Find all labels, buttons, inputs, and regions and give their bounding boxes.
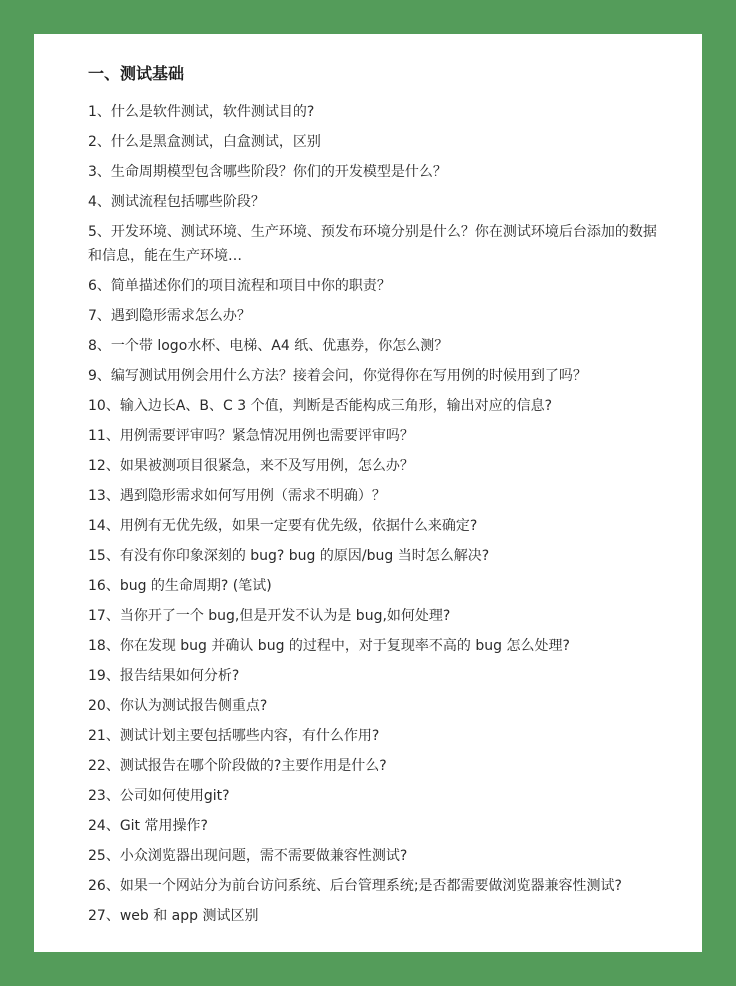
list-item: 26、如果一个网站分为前台访问系统、后台管理系统;是否都需要做浏览器兼容性测试? [88, 878, 622, 894]
list-item: 20、你认为测试报告侧重点? [88, 698, 268, 714]
list-item: 1、什么是软件测试，软件测试目的? [88, 104, 315, 120]
list-item: 24、Git 常用操作? [88, 818, 208, 834]
list-item: 23、公司如何使用git? [88, 788, 230, 804]
list-item: 11、用例需要评审吗？紧急情况用例也需要评审吗？ [88, 428, 414, 444]
document-page [34, 34, 702, 952]
list-item: 15、有没有你印象深刻的 bug? bug 的原因/bug 当时怎么解决? [88, 548, 490, 564]
list-item: 7、遇到隐形需求怎么办？ [88, 308, 251, 324]
list-item: 19、报告结果如何分析? [88, 668, 240, 684]
list-item: 22、测试报告在哪个阶段做的?主要作用是什么? [88, 758, 387, 774]
list-item: 13、遇到隐形需求如何写用例（需求不明确）？ [88, 488, 386, 504]
list-item: 2、什么是黑盒测试，白盒测试，区别 [88, 134, 321, 150]
list-item: 25、小众浏览器出现问题，需不需要做兼容性测试? [88, 848, 408, 864]
list-item: 9、编写测试用例会用什么方法？接着会问，你觉得你在写用例的时候用到了吗？ [88, 368, 587, 384]
list-item: 6、简单描述你们的项目流程和项目中你的职责？ [88, 278, 391, 294]
list-item: 17、当你开了一个 bug,但是开发不认为是 bug,如何处理? [88, 608, 451, 624]
list-item: 4、测试流程包括哪些阶段？ [88, 194, 265, 210]
list-item: 12、如果被测项目很紧急，来不及写用例，怎么办？ [88, 458, 414, 474]
list-item: 18、你在发现 bug 并确认 bug 的过程中，对于复现率不高的 bug 怎么处理? [88, 638, 570, 654]
list-item: 8、一个带 logo水杯、电梯、A4 纸、优惠券，你怎么测？ [88, 338, 449, 354]
list-item: 16、bug 的生命周期? (笔试) [88, 578, 272, 594]
list-item: 3、生命周期模型包含哪些阶段？你们的开发模型是什么？ [88, 164, 447, 180]
list-item: 10、输入边长A、B、C 3 个值，判断是否能构成三角形，输出对应的信息? [88, 398, 553, 414]
list-item: 5、开发环境、测试环境、生产环境、预发布环境分别是什么？你在测试环境后台添加的数据和信息，能在生产环境… [88, 224, 657, 264]
section-title: 一、测试基础 [88, 64, 185, 83]
question-list [88, 100, 662, 928]
list-item: 14、用例有无优先级，如果一定要有优先级，依据什么来确定? [88, 518, 478, 534]
list-item: 27、web 和 app 测试区别 [88, 908, 259, 924]
list-item: 21、测试计划主要包括哪些内容，有什么作用? [88, 728, 380, 744]
